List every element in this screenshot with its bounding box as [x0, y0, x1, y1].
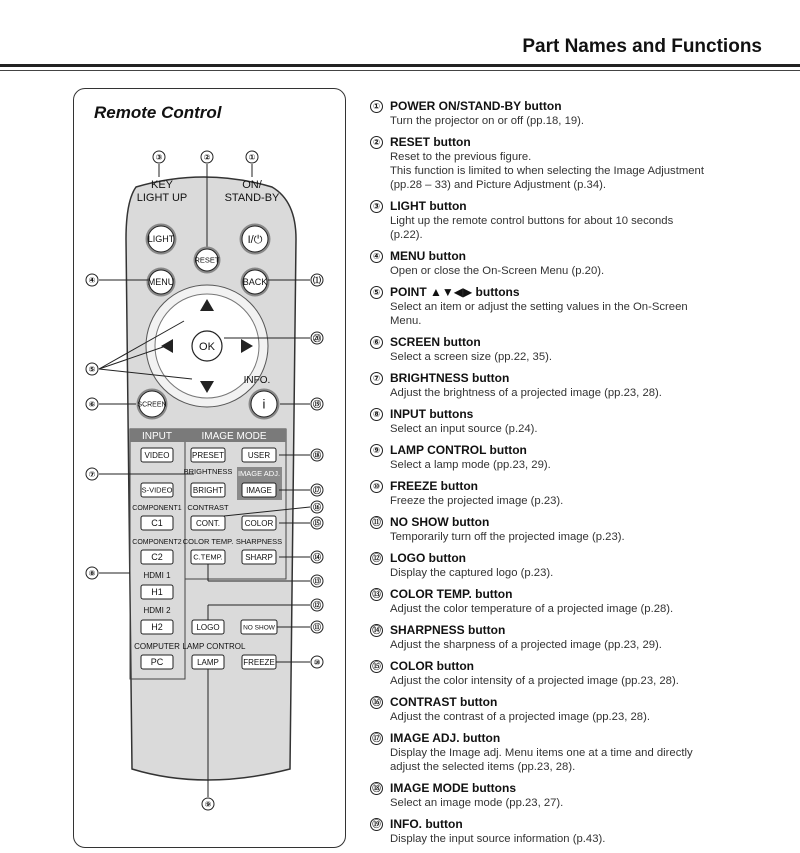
component2-button-label: C2 — [151, 552, 163, 563]
desc-body-line: Select a lamp mode (pp.23, 29). — [390, 459, 551, 471]
ok-button-label: OK — [199, 341, 215, 353]
on-standby-label: STAND-BY — [224, 192, 280, 204]
desc-body-line: Menu. — [390, 315, 422, 327]
light-button-label: LIGHT — [147, 234, 175, 245]
desc-number: ⑭ — [370, 624, 383, 637]
sharpness-button-label: SHARP — [245, 552, 273, 562]
desc-body-line: Display the captured logo (p.23). — [390, 567, 554, 579]
input-group-label: INPUT — [142, 431, 172, 442]
desc-title: SHARPNESS button — [390, 623, 506, 637]
desc-title: IMAGE MODE buttons — [390, 781, 516, 795]
desc-body-line: Adjust the contrast of a projected image (pp.23, 28). — [390, 711, 650, 723]
callout-number: ⑰ — [313, 486, 321, 495]
desc-title: BRIGHTNESS button — [390, 371, 510, 385]
desc-number: ⑩ — [370, 480, 383, 493]
desc-title: POWER ON/STAND-BY button — [390, 99, 562, 113]
remote-control-title: Remote Control — [94, 103, 222, 122]
desc-body-line: Reset to the previous figure. — [390, 151, 532, 163]
desc-body-line: (p.22). — [390, 229, 423, 241]
desc-body-line: Adjust the color intensity of a projected image (pp.23, 28). — [390, 675, 679, 687]
desc-body-line: Open or close the On-Screen Menu (p.20). — [390, 265, 605, 277]
desc-body-line: Display the input source information (p.43). — [390, 833, 606, 845]
callout-number: ⑲ — [313, 400, 321, 409]
power-button-label: I/⏻ — [247, 233, 263, 246]
callout-number: ② — [203, 153, 211, 162]
callout-number: ⑨ — [204, 800, 212, 809]
info-button-label: i — [262, 396, 266, 412]
callout-number: ⑴ — [313, 276, 321, 285]
desc-body-line: Select an input source (p.24). — [390, 423, 538, 435]
hdmi1-button-label: H1 — [151, 587, 163, 598]
desc-body-line: Select an image mode (pp.23, 27). — [390, 797, 564, 809]
desc-number: ⑦ — [370, 372, 383, 385]
desc-body-line: Freeze the projected image (p.23). — [390, 495, 564, 507]
brightness-label: BRIGHTNESS — [183, 467, 233, 476]
desc-body-line: adjust the selected items (pp.23, 28). — [390, 761, 576, 773]
desc-title: NO SHOW button — [390, 515, 490, 529]
function-description-list — [370, 99, 790, 853]
desc-number: ③ — [370, 200, 383, 213]
desc-title: IMAGE ADJ. button — [390, 731, 501, 745]
image-adj-label: IMAGE ADJ. — [237, 469, 281, 478]
user-button-label: USER — [247, 450, 271, 460]
desc-title: INPUT buttons — [390, 407, 474, 421]
desc-title: LOGO button — [390, 551, 466, 565]
desc-item — [370, 695, 790, 724]
desc-number: ① — [370, 100, 383, 113]
desc-item — [370, 285, 790, 328]
remote-control-illustration — [74, 89, 347, 829]
callout-number: ⑩ — [313, 658, 321, 667]
desc-title: INFO. button — [390, 817, 463, 831]
back-button-label: BACK — [242, 277, 268, 288]
bright-button-label: BRIGHT — [192, 485, 224, 495]
computer-label: COMPUTER — [134, 642, 180, 651]
desc-number: ② — [370, 136, 383, 149]
desc-body-line: Turn the projector on or off (pp.18, 19). — [390, 115, 585, 127]
callout-number: ⑳ — [313, 334, 321, 343]
component1-label: COMPONENT1 — [132, 505, 182, 512]
computer-button-label: PC — [150, 657, 164, 668]
desc-item — [370, 135, 790, 192]
desc-body-line: Select an item or adjust the setting values in the On-Screen — [390, 301, 688, 313]
on-standby-label: ON/ — [242, 179, 262, 191]
sharpness-label: SHARPNESS — [235, 537, 283, 546]
hdmi2-button-label: H2 — [151, 622, 163, 633]
desc-number: ⑱ — [370, 782, 383, 795]
desc-number: ⑲ — [370, 818, 383, 831]
desc-title: COLOR button — [390, 659, 474, 673]
desc-item — [370, 335, 790, 364]
component2-label: COMPONENT2 — [132, 539, 182, 546]
desc-number: ④ — [370, 250, 383, 263]
desc-title: COLOR TEMP. button — [390, 587, 513, 601]
callout-number: ③ — [155, 153, 163, 162]
desc-title: SCREEN button — [390, 335, 481, 349]
desc-item — [370, 443, 790, 472]
desc-number: ⑬ — [370, 588, 383, 601]
desc-title: CONTRAST button — [390, 695, 498, 709]
desc-item — [370, 551, 790, 580]
desc-body-line: This function is limited to when selecting the Image Adjustment — [390, 165, 704, 177]
callout-number: ⑯ — [313, 503, 321, 512]
desc-number: ⑥ — [370, 336, 383, 349]
desc-body-line: Light up the remote control buttons for about 10 seconds — [390, 215, 674, 227]
desc-body-line: Display the Image adj. Menu items one at a time and directly — [390, 747, 693, 759]
desc-item — [370, 515, 790, 544]
color-temp-label: COLOR TEMP. — [182, 537, 234, 546]
image-mode-group-label: IMAGE MODE — [201, 431, 267, 442]
desc-title: FREEZE button — [390, 479, 478, 493]
video-button-label: VIDEO — [144, 450, 170, 460]
header-rule — [0, 64, 800, 67]
color-button-label: COLOR — [244, 518, 274, 528]
desc-number: ⑪ — [370, 516, 383, 529]
preset-button-label: PRESET — [191, 450, 225, 460]
color-temp-button-label: C.TEMP. — [193, 552, 223, 562]
desc-item — [370, 587, 790, 616]
info-label: INFO. — [243, 375, 271, 386]
hdmi2-label: HDMI 2 — [143, 606, 171, 615]
desc-item — [370, 249, 790, 278]
callout-number: ⑭ — [313, 553, 321, 562]
hdmi1-label: HDMI 1 — [143, 571, 171, 580]
desc-title: LAMP CONTROL button — [390, 443, 527, 457]
desc-number: ⑤ — [370, 286, 383, 299]
contrast-button-label: CONT. — [196, 518, 220, 528]
callout-number: ⑱ — [313, 451, 321, 460]
header-rule-thin — [0, 70, 800, 71]
desc-item — [370, 407, 790, 436]
desc-body-line: Adjust the color temperature of a projected image (p.28). — [390, 603, 674, 615]
desc-number: ⑫ — [370, 552, 383, 565]
screen-button-label: SCREEN — [137, 401, 167, 409]
desc-body-line: Select a screen size (pp.22, 35). — [390, 351, 553, 363]
callout-number: ⑤ — [88, 365, 96, 374]
logo-button-label: LOGO — [196, 622, 220, 632]
desc-item — [370, 99, 790, 128]
desc-item — [370, 781, 790, 810]
callout-number: ⑦ — [88, 470, 96, 479]
callout-number: ⑪ — [313, 623, 321, 632]
desc-number: ⑰ — [370, 732, 383, 745]
page-title: Part Names and Functions — [522, 36, 762, 57]
callout-number: ⑮ — [313, 519, 321, 528]
desc-item — [370, 817, 790, 846]
callout-number: ④ — [88, 276, 96, 285]
s-video-button-label: S-VIDEO — [141, 485, 173, 495]
callout-number: ⑫ — [313, 601, 321, 610]
reset-button-label: RESET — [194, 255, 220, 265]
desc-body-line: Adjust the brightness of a projected image (pp.23, 28). — [390, 387, 662, 399]
desc-title: LIGHT button — [390, 199, 467, 213]
desc-item — [370, 199, 790, 242]
desc-body-line: (pp.28 – 33) and Picture Adjustment (p.34). — [390, 179, 607, 191]
contrast-label: CONTRAST — [187, 503, 229, 512]
key-light-up-label: LIGHT UP — [136, 192, 188, 204]
lamp-control-label: LAMP CONTROL — [182, 642, 246, 651]
desc-number: ⑯ — [370, 696, 383, 709]
component1-button-label: C1 — [151, 518, 163, 529]
desc-title: RESET button — [390, 135, 471, 149]
remote-control-panel — [73, 88, 346, 848]
key-light-up-label: KEY — [150, 179, 174, 191]
image-adj-button-label: IMAGE — [246, 485, 272, 495]
desc-item — [370, 479, 790, 508]
freeze-button-label: FREEZE — [243, 657, 275, 667]
desc-body-line: Adjust the sharpness of a projected image (pp.23, 29). — [390, 639, 662, 651]
callout-number: ⑬ — [313, 577, 321, 586]
desc-title: MENU button — [390, 249, 466, 263]
callout-number: ① — [248, 153, 256, 162]
callout-number: ⑧ — [88, 569, 96, 578]
lamp-button-label: LAMP — [197, 657, 219, 667]
desc-number: ⑨ — [370, 444, 383, 457]
callout-number: ⑥ — [88, 400, 96, 409]
desc-item — [370, 659, 790, 688]
desc-item — [370, 623, 790, 652]
desc-item — [370, 731, 790, 774]
menu-button-label: MENU — [147, 277, 175, 288]
desc-body-line: Temporarily turn off the projected image (p.23). — [390, 531, 625, 543]
no-show-button-label: NO SHOW — [243, 624, 275, 632]
desc-number: ⑧ — [370, 408, 383, 421]
desc-item — [370, 371, 790, 400]
desc-title: POINT ▲▼◀▶ buttons — [390, 285, 520, 299]
desc-number: ⑮ — [370, 660, 383, 673]
